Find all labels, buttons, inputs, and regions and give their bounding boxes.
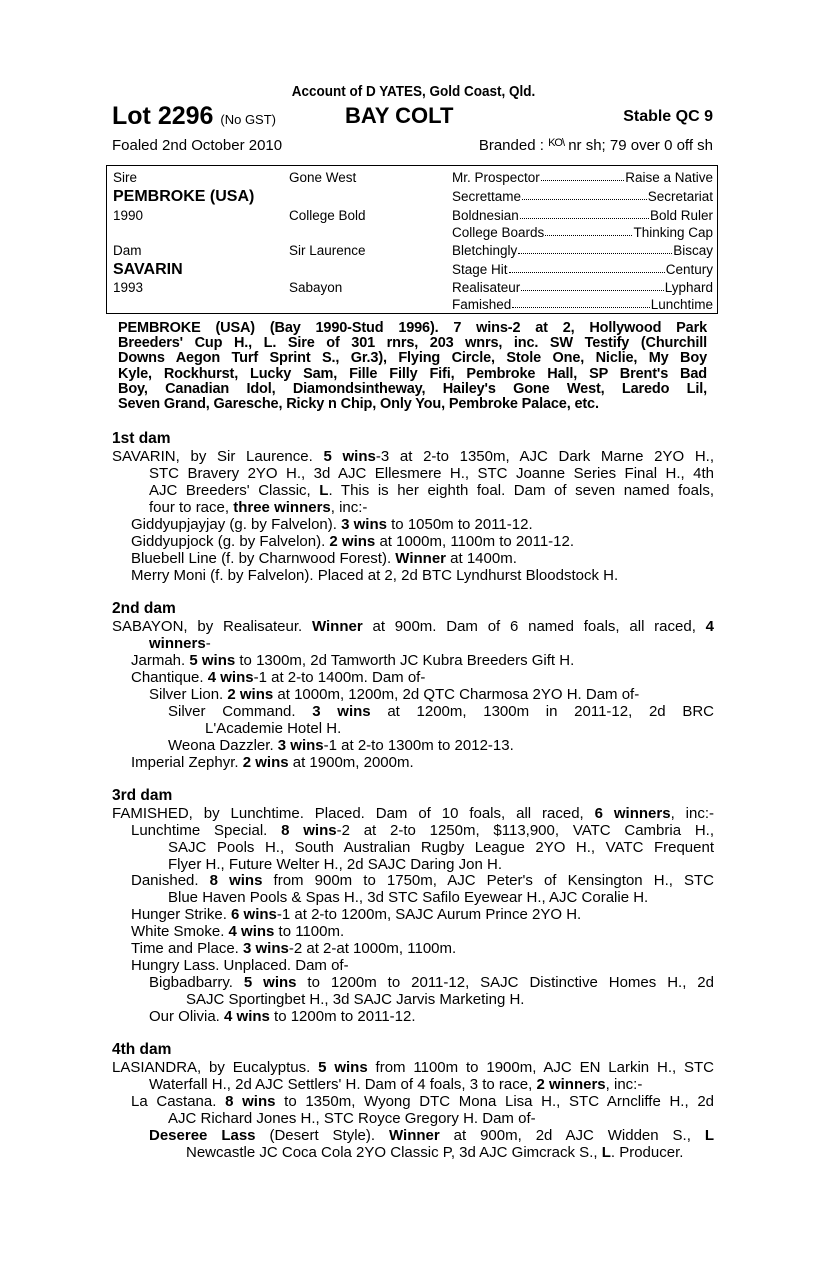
foal-entry: Hunger Strike. 6 wins-1 at 2-to 1200m, SAJC Aurum Prince 2YO H. <box>131 906 582 923</box>
grandparent-row: Famished Lunchtime <box>452 297 713 312</box>
sire-label: Sire <box>113 170 138 185</box>
consignor-line: Account of D YATES, Gold Coast, Qld. <box>291 83 536 100</box>
first-dam-heading: 1st dam <box>112 430 171 447</box>
sire-sire: Gone West <box>289 170 357 185</box>
sire-year: 1990 <box>113 208 144 223</box>
page-title: BAY COLT <box>345 103 454 128</box>
grandparent-row: College Boards Thinking Cap <box>452 225 713 240</box>
foal-entry: Our Olivia. 4 wins to 1200m to 2011-12. <box>149 1008 416 1025</box>
brand-mark: KO\ <box>548 137 565 149</box>
sire-summary-line: Breeders' Cup H., L. Sire of 301 rnrs, 203 wnrs, inc. SW Testify (Churchill <box>118 335 707 352</box>
foal-entry: Flyer H., Future Welter H., 2d SAJC Daring Jon H. <box>168 856 502 873</box>
sire-summary-line: Boy, Canadian Idol, Diamondsintheway, Hailey's Gone West, Laredo Lil, <box>118 380 707 397</box>
lot-label: Lot 2296 <box>112 102 214 130</box>
grandparent-row: Stage Hit Century <box>452 262 713 277</box>
gst-note: (No GST) <box>220 112 277 127</box>
foal-entry: Giddyupjayjay (g. by Falvelon). 3 wins to 1050m to 2011-12. <box>131 516 533 533</box>
sire-summary-line: PEMBROKE (USA) (Bay 1990-Stud 1996). 7 wins-2 at 2, Hollywood Park <box>118 320 707 336</box>
first-dam-line: SAVARIN, by Sir Laurence. 5 wins-3 at 2-to 1350m, AJC Dark Marne 2YO H., <box>112 448 714 465</box>
stable-id: Stable QC 9 <box>623 108 713 125</box>
foaled-date: Foaled 2nd October 2010 <box>112 137 283 154</box>
foal-entry: La Castana. 8 wins to 1350m, Wyong DTC Mona Lisa H., STC Arncliffe H., 2d <box>131 1093 715 1110</box>
foal-entry: Merry Moni (f. by Falvelon). Placed at 2, 2d BTC Lyndhurst Bloodstock H. <box>131 567 619 584</box>
first-dam-line: four to race, three winners, inc:- <box>149 499 368 516</box>
foal-entry: Silver Command. 3 wins at 1200m, 1300m in 2011-12, 2d BRC <box>168 703 714 720</box>
grandparent-row: Realisateur Lyphard <box>452 280 713 295</box>
dam-dam: Sabayon <box>289 280 343 295</box>
foal-entry: Silver Lion. 2 wins at 1000m, 1200m, 2d QTC Charmosa 2YO H. Dam of- <box>149 686 640 703</box>
foal-entry: Imperial Zephyr. 2 wins at 1900m, 2000m. <box>131 754 414 771</box>
second-dam-line: winners- <box>149 635 211 652</box>
second-dam-heading: 2nd dam <box>112 600 176 617</box>
foal-entry: Danished. 8 wins from 900m to 1750m, AJC Peter's of Kensington H., STC <box>131 872 715 889</box>
foal-entry: Bluebell Line (f. by Charnwood Forest). Winner at 1400m. <box>131 550 517 567</box>
branded-detail: nr sh; 79 over 0 off sh <box>568 137 713 154</box>
foal-entry: Time and Place. 3 wins-2 at 2-at 1000m, 1100m. <box>131 940 457 957</box>
grandparent-row: Mr. Prospector Raise a Native <box>452 170 713 185</box>
foal-entry: Newcastle JC Coca Cola 2YO Classic P, 3d AJC Gimcrack S., L. Producer. <box>186 1144 684 1161</box>
first-dam-line: STC Bravery 2YO H., 3d AJC Ellesmere H., STC Joanne Series Final H., 4th <box>149 465 714 482</box>
foal-entry: White Smoke. 4 wins to 1100m. <box>131 923 345 940</box>
foal-entry: Giddyupjock (g. by Falvelon). 2 wins at 1000m, 1100m to 2011-12. <box>131 533 575 550</box>
grandparent-row: Secrettame Secretariat <box>452 189 713 204</box>
foal-entry: Bigbadbarry. 5 wins to 1200m to 2011-12, SAJC Distinctive Homes H., 2d <box>149 974 714 991</box>
third-dam-heading: 3rd dam <box>112 787 173 804</box>
fourth-dam-line: Waterfall H., 2d AJC Settlers' H. Dam of 4 foals, 3 to race, 2 winners, inc:- <box>149 1076 643 1093</box>
foal-entry: Chantique. 4 wins-1 at 2-to 1400m. Dam of- <box>131 669 426 686</box>
first-dam-line: AJC Breeders' Classic, L. This is her eighth foal. Dam of seven named foals, <box>149 482 714 499</box>
grandparent-row: Bletchingly Biscay <box>452 243 713 258</box>
fourth-dam-line: LASIANDRA, by Eucalyptus. 5 wins from 1100m to 1900m, AJC EN Larkin H., STC <box>112 1059 715 1076</box>
dam-name: SAVARIN <box>113 261 183 278</box>
foal-entry: Hungry Lass. Unplaced. Dam of- <box>131 957 349 974</box>
fourth-dam-heading: 4th dam <box>112 1041 172 1058</box>
branded-label: Branded : <box>478 137 544 154</box>
pedigree-table <box>106 165 718 314</box>
foal-entry: SAJC Sportingbet H., 3d SAJC Jarvis Marketing H. <box>186 991 525 1008</box>
sire-summary-line: Downs Aegon Turf Sprint S., Gr.3), Flying Circle, Stole One, Niclie, My Boy <box>118 350 707 367</box>
foal-entry: SAJC Pools H., South Australian Rugby League 2YO H., VATC Frequent <box>168 839 714 856</box>
dam-sire: Sir Laurence <box>289 243 366 258</box>
foal-entry: AJC Richard Jones H., STC Royce Gregory H. Dam of- <box>168 1110 536 1127</box>
foal-entry: Weona Dazzler. 3 wins-1 at 2-to 1300m to 2012-13. <box>168 737 514 754</box>
third-dam-line: FAMISHED, by Lunchtime. Placed. Dam of 10 foals, all raced, 6 winners, inc:- <box>112 805 714 822</box>
sire-summary <box>118 321 707 412</box>
dam-year: 1993 <box>113 280 144 295</box>
sire-summary-line: Seven Grand, Garesche, Ricky n Chip, Only You, Pembroke Palace, etc. <box>118 396 599 413</box>
branded-info <box>479 137 713 154</box>
foal-entry: Blue Haven Pools & Spas H., 3d STC Safilo Eyewear H., AJC Coralie H. <box>168 889 649 906</box>
sire-dam: College Bold <box>289 208 366 223</box>
foal-entry: Jarmah. 5 wins to 1300m, 2d Tamworth JC Kubra Breeders Gift H. <box>131 652 575 669</box>
dam-label: Dam <box>113 243 142 258</box>
foal-entry: L'Academie Hotel H. <box>205 720 342 737</box>
grandparent-row: Boldnesian Bold Ruler <box>452 208 713 223</box>
sire-name: PEMBROKE (USA) <box>113 188 255 205</box>
second-dam-line: SABAYON, by Realisateur. Winner at 900m. Dam of 6 named foals, all raced, 4 <box>112 618 714 635</box>
lot-number <box>112 102 276 131</box>
foal-entry: Deseree Lass (Desert Style). Winner at 900m, 2d AJC Widden S., L <box>149 1127 714 1144</box>
sire-summary-line: Kyle, Rockhurst, Lucky Sam, Fille Filly Fifi, Pembroke Hall, SP Brent's Bad <box>118 365 707 382</box>
foal-entry: Lunchtime Special. 8 wins-2 at 2-to 1250m, $113,900, VATC Cambria H., <box>131 822 714 839</box>
